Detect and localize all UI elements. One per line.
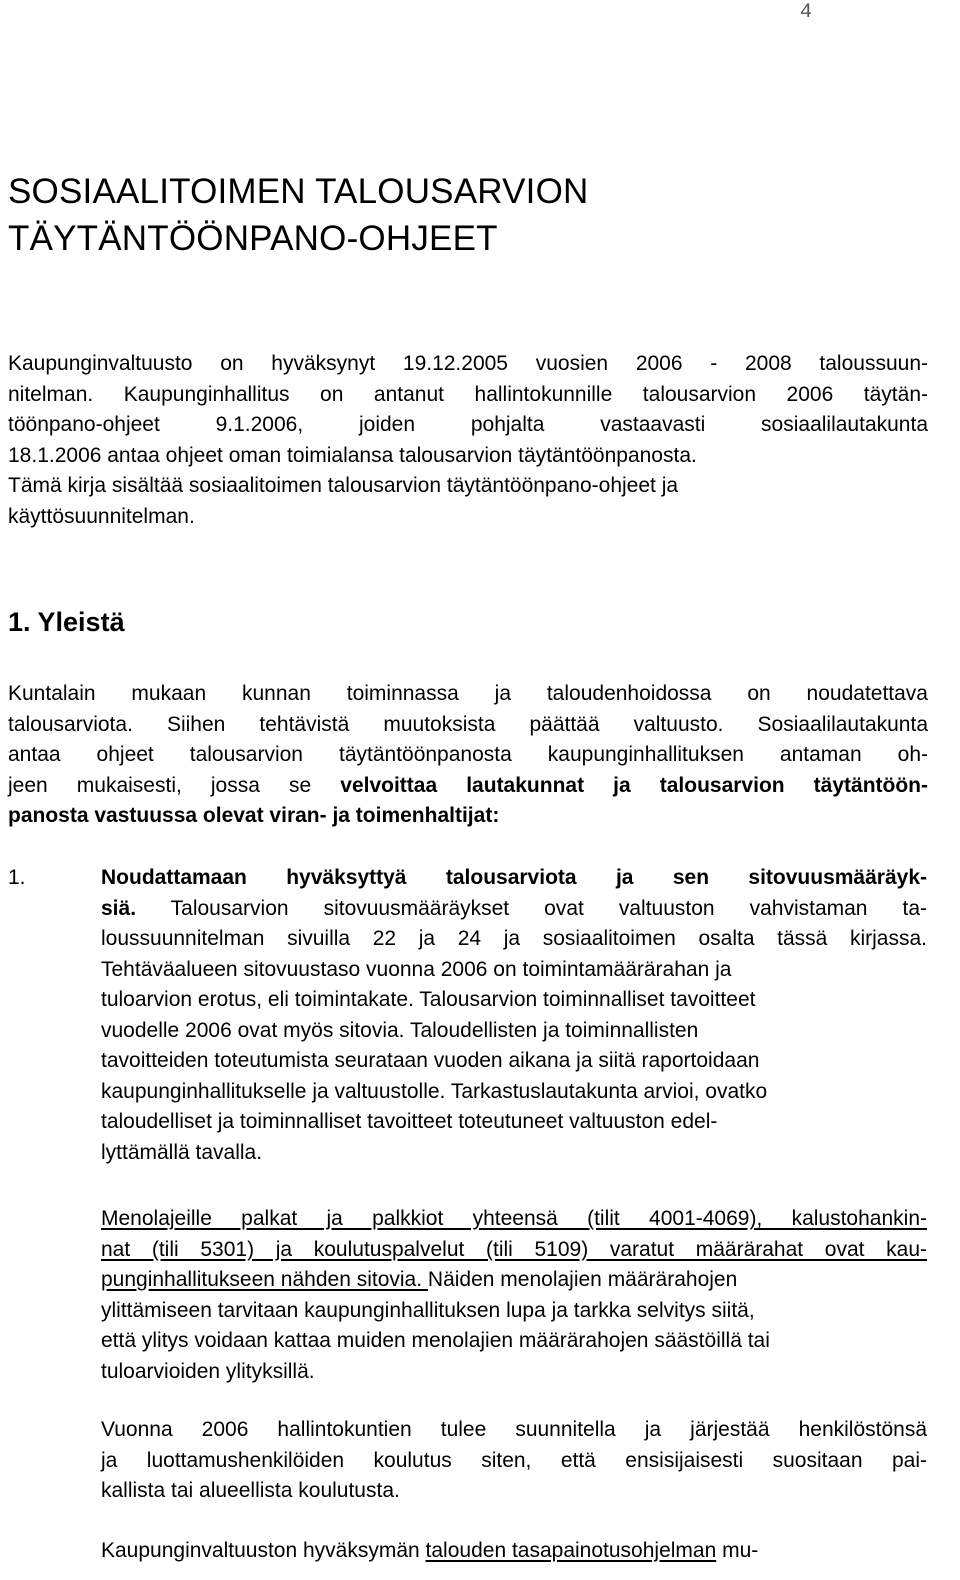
text-line: käyttösuunnitelman. (8, 504, 195, 528)
text-line: vuodelle 2006 ovat myös sitovia. Taloudellisten ja toiminnallisten (101, 1018, 699, 1042)
text-line: talousarviota. Siihen tehtävistä muutoksista päättää valtuusto. Sosiaalilautakunta (8, 712, 928, 736)
text-line: lyttämällä tavalla. (101, 1140, 263, 1164)
section-paragraph (8, 679, 928, 832)
text-line: 18.1.2006 antaa ohjeet oman toimialansa talousarvion täytäntöönpanosta. (8, 443, 697, 467)
text-line: taloudelliset ja toiminnalliset tavoitteet toteutuneet valtuuston edel- (101, 1110, 718, 1133)
bold-text: velvoittaa lautakunnat ja talousarvion täytäntöön- (340, 773, 929, 797)
text-line: Kaupunginvaltuusto on hyväksynyt 19.12.2005 vuosien 2006 - 2008 taloussuun- (8, 352, 928, 375)
text-line: nitelman. Kaupunginhallitus on antanut hallintokunnille talousarvion 2006 täytän- (8, 382, 928, 406)
balancing-program-paragraph (101, 1536, 927, 1567)
text-run: jeen mukaisesti, jossa se (8, 773, 341, 797)
text-line (101, 1265, 927, 1296)
budget-binding-paragraph (101, 1204, 927, 1387)
text-line: kaupunginhallitukselle ja valtuustolle. Tarkastuslautakunta arvioi, ovatko (101, 1079, 768, 1103)
training-paragraph (101, 1415, 927, 1507)
text-line: Tehtäväalueen sitovuustaso vuonna 2006 on toimintamäärärahan ja (101, 957, 732, 981)
bold-text: siä. (101, 896, 137, 920)
bold-text: Noudattamaan hyväksyttyä talousarviota ja sen sitovuusmääräyk- (101, 866, 927, 889)
text-line: tavoitteiden toteutumista seurataan vuoden aikana ja siitä raportoidaan (101, 1049, 760, 1072)
text-run: mu- (716, 1539, 759, 1562)
text-line: loussuunnitelman sivuilla 22 ja 24 ja sosiaalitoimen osalta tässä kirjassa. (101, 927, 927, 950)
text-line: Vuonna 2006 hallintokuntien tulee suunnitella ja järjestää henkilöstönsä (101, 1418, 927, 1441)
underlined-text: talouden tasapainotusohjelman (425, 1539, 717, 1562)
bold-text: panosta vastuussa olevat viran- ja toimenhaltijat: (8, 804, 500, 827)
text-run: Näiden menolajien määrärahojen (427, 1268, 738, 1291)
text-line (8, 771, 928, 802)
text-run: Kaupunginvaltuuston hyväksymän (101, 1539, 426, 1562)
list-item-number: 1. (8, 866, 26, 889)
page-number: 4 (799, 1, 812, 24)
underlined-text: punginhallitukseen nähden sitovia. (101, 1268, 428, 1291)
text-line: kallista tai alueellista koulutusta. (101, 1479, 400, 1502)
text-line: että ylitys voidaan kattaa muiden menolajien määrärahojen säästöillä tai (101, 1329, 770, 1352)
text-line: tuloarvioiden ylityksillä. (101, 1359, 315, 1383)
intro-paragraph (8, 349, 928, 532)
list-item (101, 863, 927, 1168)
underlined-text: nat (tili 5301) ja koulutuspalvelut (tili 5109) varatut määrärahat ovat kau- (101, 1237, 927, 1261)
text-run: Talousarvion sitovuusmääräykset ovat valtuuston vahvistaman ta- (136, 896, 927, 920)
text-line: tuloarvion erotus, eli toimintakate. Talousarvion toiminnalliset tavoitteet (101, 988, 756, 1011)
text-line: Kuntalain mukaan kunnan toiminnassa ja taloudenhoidossa on noudatettava (8, 682, 928, 705)
text-line: töönpano-ohjeet 9.1.2006, joiden pohjalta vastaavasti sosiaalilautakunta (8, 413, 928, 436)
text-line: antaa ohjeet talousarvion täytäntöönpanosta kaupunginhallituksen antaman oh- (8, 743, 928, 766)
text-line: ylittämiseen tarvitaan kaupunginhallituksen lupa ja tarkka selvitys siitä, (101, 1298, 755, 1322)
title-line: SOSIAALITOIMEN TALOUSARVION (8, 172, 589, 211)
title-line: TÄYTÄNTÖÖNPANO-OHJEET (8, 219, 498, 258)
document-title (8, 168, 928, 262)
text-line: Tämä kirja sisältää sosiaalitoimen talousarvion täytäntöönpano-ohjeet ja (8, 474, 679, 497)
underlined-text: Menolajeille palkat ja palkkiot yhteensä (tilit 4001-4069), kalustohankin- (101, 1207, 927, 1230)
section-heading: 1. Yleistä (8, 607, 125, 637)
text-line: ja luottamushenkilöiden koulutus siten, että ensisijaisesti suositaan pai- (101, 1448, 927, 1472)
text-line (101, 1536, 927, 1567)
text-line (101, 894, 927, 925)
